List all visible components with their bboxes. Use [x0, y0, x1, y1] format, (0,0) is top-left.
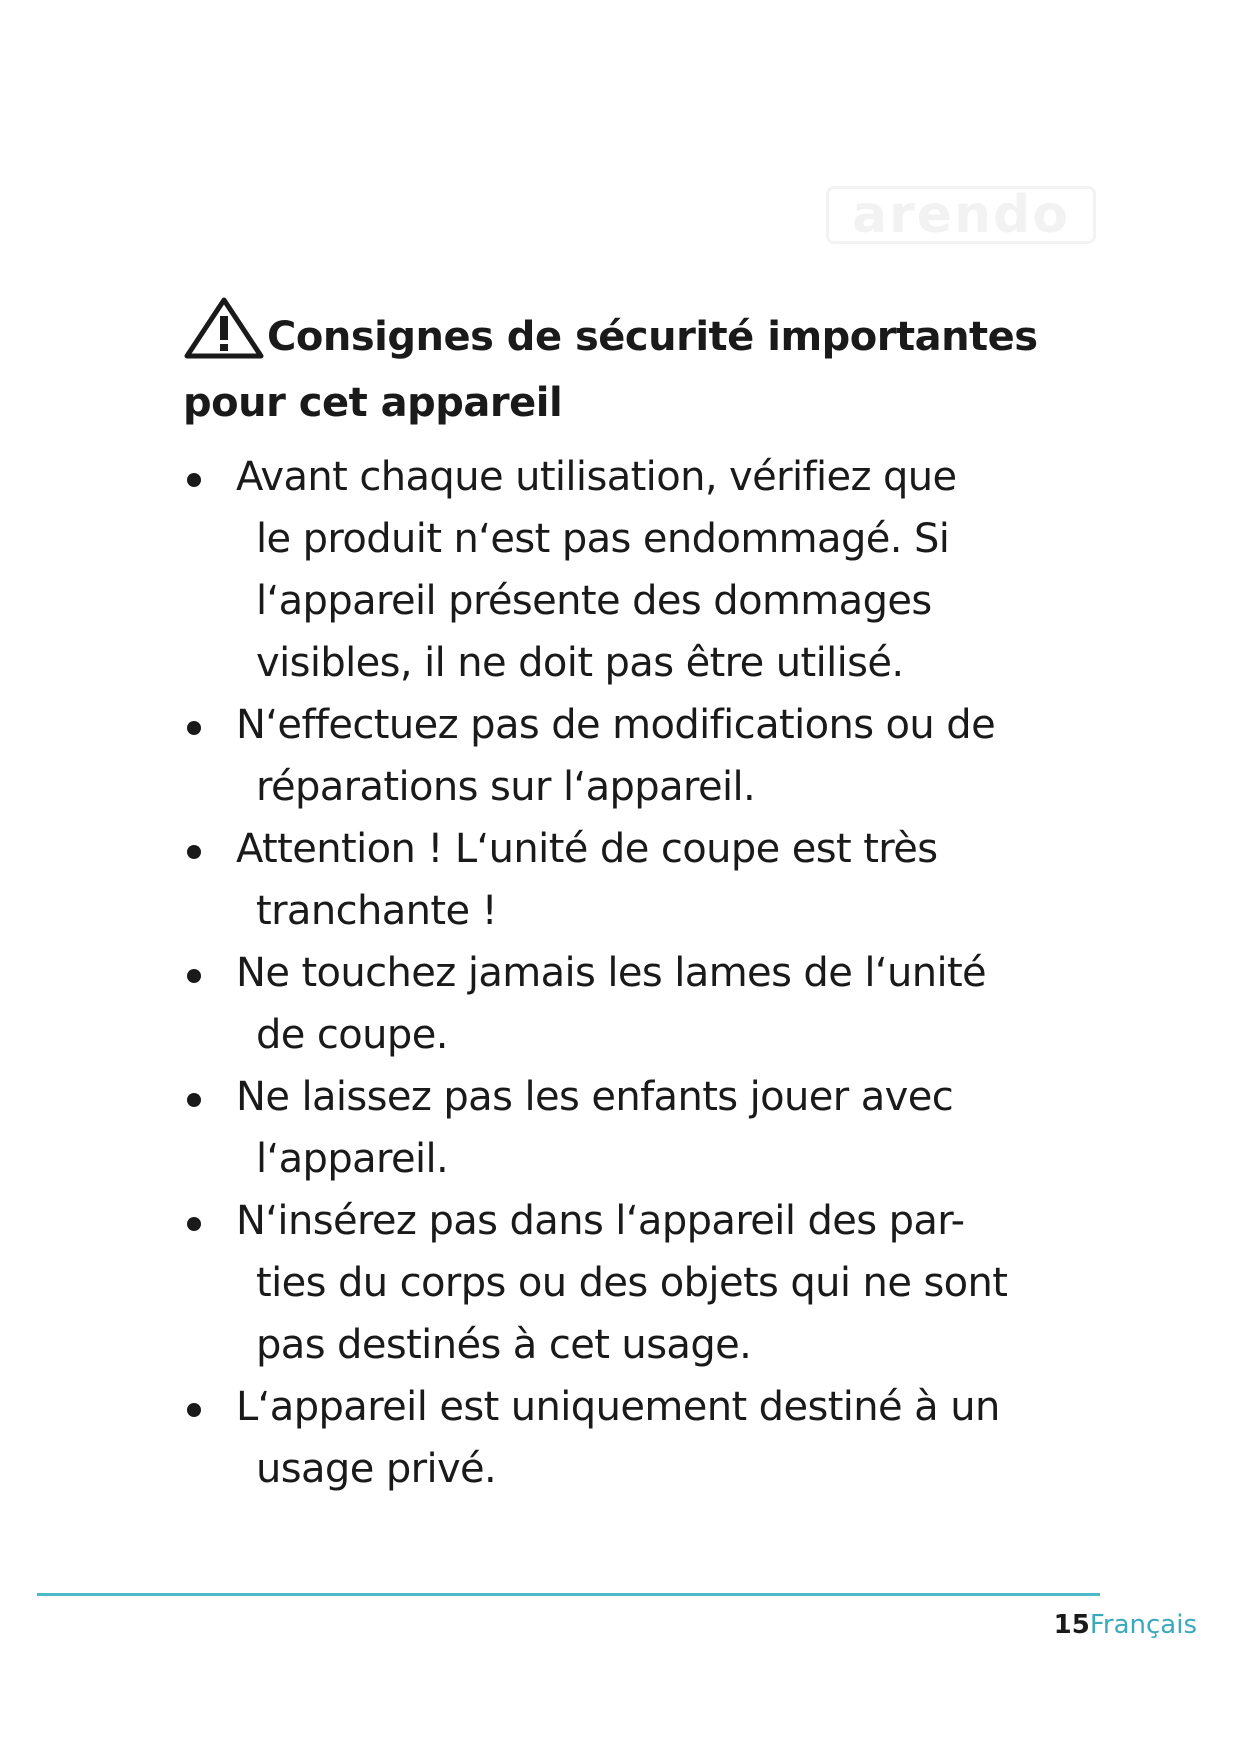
- list-item: [183, 942, 1103, 1066]
- footer-divider: [37, 1593, 1100, 1596]
- page-number: 15: [1053, 1610, 1090, 1640]
- bullet-text-line: usage privé.: [256, 1446, 497, 1492]
- bullet-dot-icon: [187, 1093, 201, 1107]
- bullet-dot-icon: [187, 969, 201, 983]
- bullet-text-line: Ne laissez pas les enfants jouer avec: [236, 1074, 954, 1120]
- heading-line-2: pour cet appareil: [183, 380, 563, 426]
- bullet-text-line: Avant chaque utilisation, vérifiez que: [236, 454, 957, 500]
- section-heading: [183, 296, 1103, 436]
- bullet-dot-icon: [187, 473, 201, 487]
- bullet-dot-icon: [187, 845, 201, 859]
- bullet-text-line: tranchante !: [256, 888, 498, 934]
- bullet-text-line: le produit n‘est pas endommagé. Si: [256, 516, 950, 562]
- brand-watermark: arendo: [826, 186, 1096, 244]
- list-item: [183, 1376, 1103, 1500]
- list-item: [183, 446, 1103, 694]
- bullet-text-line: ties du corps ou des objets qui ne sont: [256, 1260, 1008, 1306]
- page-footer: [1054, 1610, 1197, 1640]
- list-item: [183, 818, 1103, 942]
- list-item: [183, 1066, 1103, 1190]
- bullet-text-line: de coupe.: [256, 1012, 448, 1058]
- bullet-text-line: réparations sur l‘appareil.: [256, 764, 756, 810]
- bullet-text-line: L‘appareil est uniquement destiné à un: [236, 1384, 1000, 1430]
- bullet-dot-icon: [187, 721, 201, 735]
- heading-line-1: Consignes de sécurité importantes: [267, 314, 1038, 360]
- bullet-text-line: N‘effectuez pas de modifications ou de: [236, 702, 996, 748]
- page-language: Français: [1089, 1610, 1197, 1640]
- bullet-text-line: N‘insérez pas dans l‘appareil des par-: [236, 1198, 965, 1244]
- list-item: [183, 1190, 1103, 1376]
- bullet-text-line: l‘appareil présente des dommages: [256, 578, 932, 624]
- bullet-dot-icon: [187, 1217, 201, 1231]
- bullet-text-line: pas destinés à cet usage.: [256, 1322, 752, 1368]
- warning-triangle-icon: [183, 296, 265, 360]
- bullet-text-line: l‘appareil.: [256, 1136, 449, 1182]
- list-item: [183, 694, 1103, 818]
- safety-bullet-list: [183, 446, 1103, 1500]
- bullet-text-line: visibles, il ne doit pas être utilisé.: [256, 640, 904, 686]
- bullet-text-line: Ne touchez jamais les lames de l‘unité: [236, 950, 987, 996]
- bullet-text-line: Attention ! L‘unité de coupe est très: [236, 826, 938, 872]
- bullet-dot-icon: [187, 1403, 201, 1417]
- safety-section: [183, 296, 1103, 1500]
